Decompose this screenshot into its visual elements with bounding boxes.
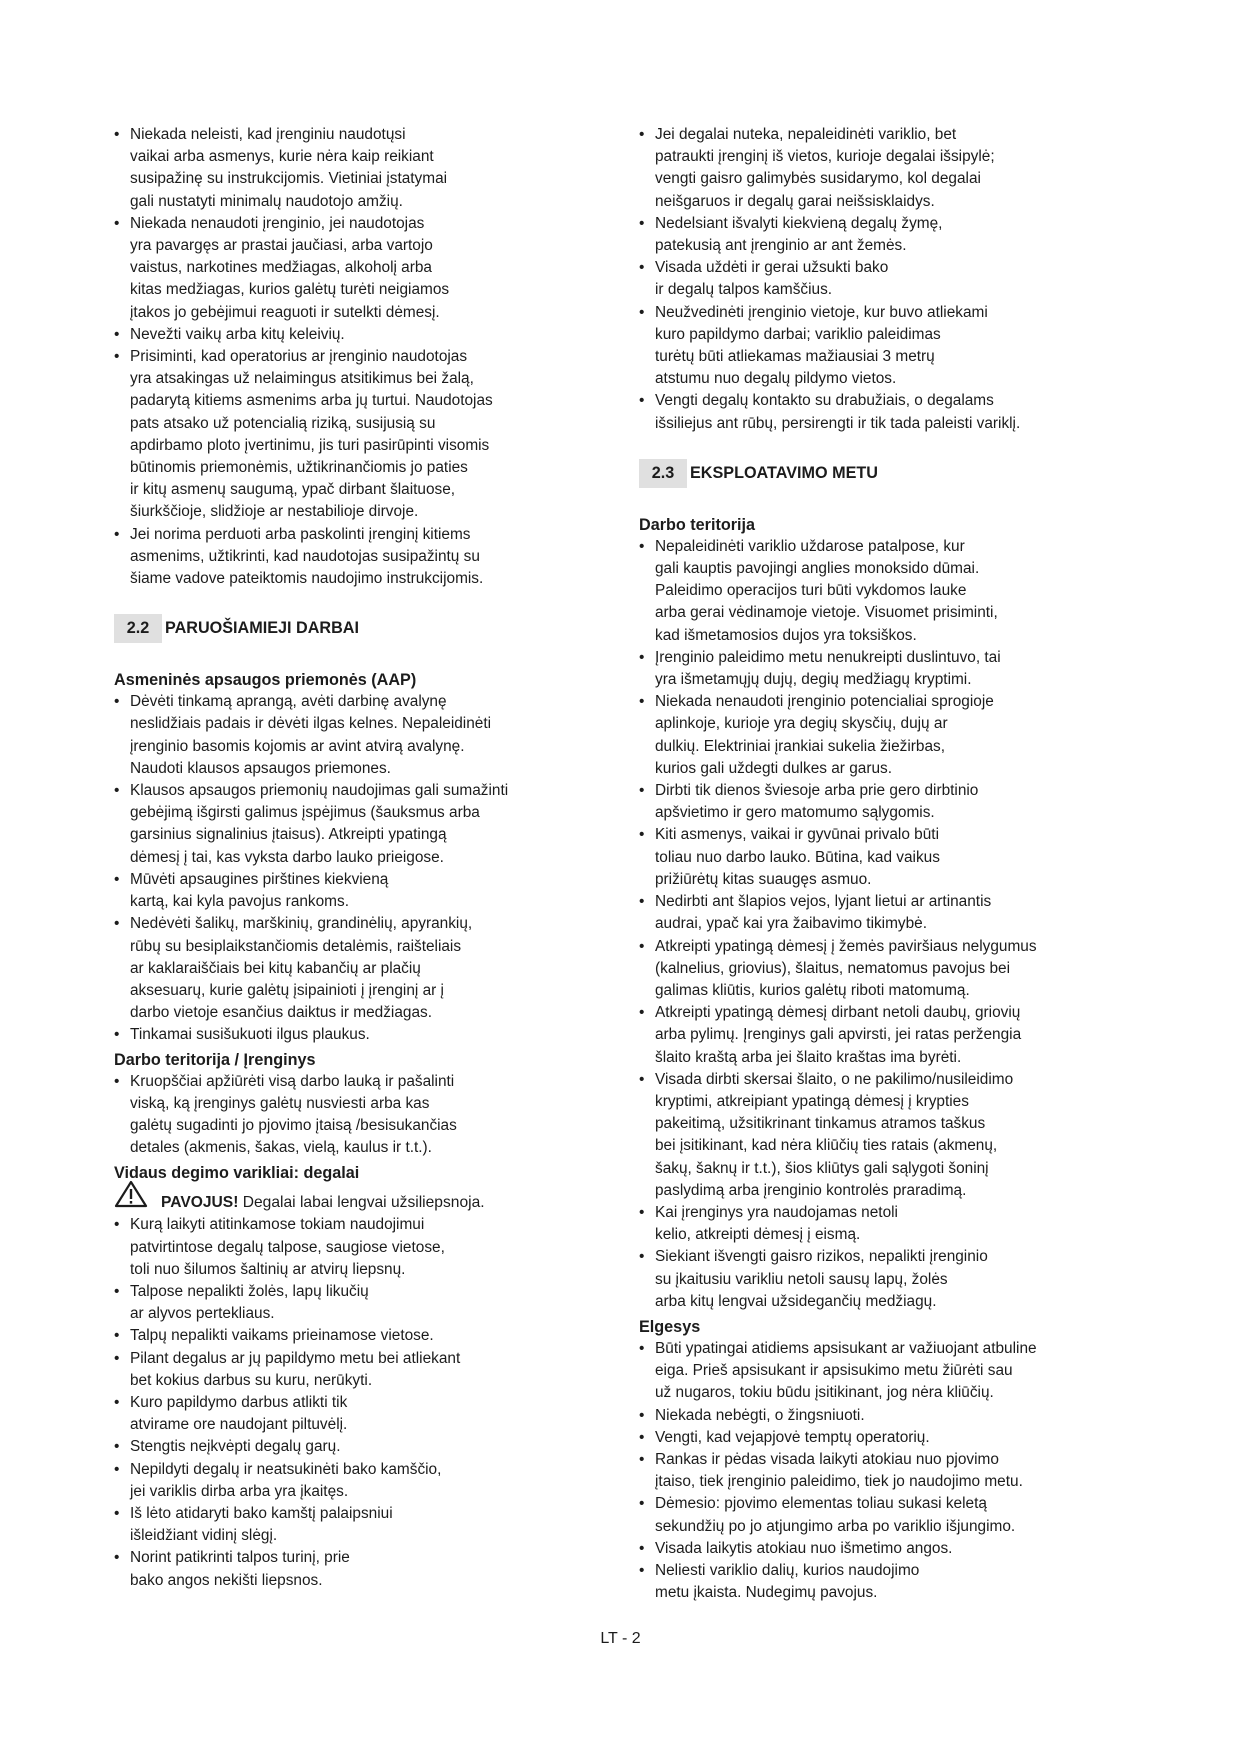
danger-warning bbox=[114, 1192, 570, 1214]
list-item: • Nedėvėti šalikų, marškinių, grandinėlių, apyrankių, rūbų su besiplaikstančiomis detalėmis, raišteliais ar kaklaraiščiais bei kitų kabančių ar plačių aksesuarų, kurie galėtų įsipainioti į įrenginį ar į darbo vietoje esančius daiktus ir medžiagas. bbox=[114, 913, 570, 1024]
fuel-list bbox=[114, 1214, 570, 1591]
list-item: • Kurą laikyti atitinkamose tokiam naudojimui patvirtintose degalų talpose, saugiose vietose, toli nuo šilumos šaltinių ar atvirų liepsnų. bbox=[114, 1214, 570, 1281]
danger-label: PAVOJUS! bbox=[161, 1194, 239, 1212]
list-item: • Jei norima perduoti arba paskolinti įrenginį kitiems asmenims, užtikrinti, kad naudotojas susipažintų su šiame vadove pateiktomis naudojimo instrukcijomis. bbox=[114, 524, 570, 591]
list-item: • Norint patikrinti talpos turinį, prie bako angos nekišti liepsnos. bbox=[114, 1547, 570, 1591]
list-item: • Rankas ir pėdas visada laikyti atokiau nuo pjovimo įtaiso, tiek įrenginio paleidimo, tiek jo naudojimo metu. bbox=[639, 1449, 1101, 1493]
list-item: • Kruopščiai apžiūrėti visą darbo lauką ir pašalinti viską, ką įrenginys galėtų nusviesti arba kas galėtų sugadinti jo pjovimo įtaisą /besisukančias detales (akmenis, šakas, vielą, kaulus ir t.t.). bbox=[114, 1071, 570, 1160]
list-item: • Nedirbti ant šlapios vejos, lyjant lietui ar artinantis audrai, ypač kai yra žaibavimo tikimybė. bbox=[639, 891, 1101, 935]
list-item: • Įrenginio paleidimo metu nenukreipti duslintuvo, tai yra išmetamųjų dujų, degių medžiagų kryptimi. bbox=[639, 647, 1101, 691]
list-item: • Kiti asmenys, vaikai ir gyvūnai privalo būti toliau nuo darbo lauko. Būtina, kad vaikus prižiūrėtų kitas suaugęs asmuo. bbox=[639, 824, 1101, 891]
list-item: • Atkreipti ypatingą dėmesį dirbant netoli daubų, griovių arba pylimų. Įrenginys gali apvirsti, jei ratas peržengia šlaito kraštą arba jei šlaito kraštas ima byrėti. bbox=[639, 1002, 1101, 1069]
section-header-2-2 bbox=[114, 614, 570, 643]
list-item: • Niekada nenaudoti įrenginio, jei naudotojas yra pavargęs ar prastai jaučiasi, arba vartojo vaistus, narkotines medžiagas, alkoholį arba kitas medžiagas, kurios galėtų turėti neigiamos įtakos jo gebėjimui reaguoti ir sutelkti dėmesį. bbox=[114, 213, 570, 324]
list-item: • Stengtis neįkvėpti degalų garų. bbox=[114, 1436, 570, 1458]
list-item: • Kuro papildymo darbus atlikti tik atvirame ore naudojant piltuvėlį. bbox=[114, 1392, 570, 1436]
list-item: • Mūvėti apsaugines pirštines kiekvieną kartą, kai kyla pavojus rankoms. bbox=[114, 869, 570, 913]
list-item: • Nedelsiant išvalyti kiekvieną degalų žymę, patekusią ant įrenginio ar ant žemės. bbox=[639, 213, 1101, 257]
page-number: LT - 2 bbox=[600, 1630, 641, 1647]
list-item: • Talpų nepalikti vaikams prieinamose vietose. bbox=[114, 1325, 570, 1347]
list-item: • Dėvėti tinkamą aprangą, avėti darbinę avalynę neslidžiais padais ir dėvėti ilgas kelnes. Nepaleidinėti įrenginio basomis kojomis ar avint atvirą avalynę. Naudoti klausos apsaugos priemones. bbox=[114, 691, 570, 780]
list-item: • Siekiant išvengti gaisro rizikos, nepalikti įrenginio su įkaitusiu varikliu netoli sausų lapų, žolės arba kitų lengvai užsidegančių medžiagų. bbox=[639, 1246, 1101, 1313]
list-item: • Niekada nenaudoti įrenginio potencialiai sprogioje aplinkoje, kurioje yra degių skysčių, dujų ar dulkių. Elektriniai įrankiai sukelia žiežirbas, kurios gali uždegti dulkes ar garus. bbox=[639, 691, 1101, 780]
section-number: 2.3 bbox=[639, 459, 687, 488]
list-item: • Atkreipti ypatingą dėmesį į žemės paviršiaus nelygumus (kalnelius, griovius), šlaitus, nematomus pavojus bei galimas kliūtis, kurios galėtų riboti matomumą. bbox=[639, 936, 1101, 1003]
work-area-heading: Darbo teritorija / Įrenginys bbox=[114, 1050, 316, 1069]
right-column bbox=[639, 124, 1101, 1604]
section-number: 2.2 bbox=[114, 614, 162, 643]
list-item: • Jei degalai nuteka, nepaleidinėti variklio, bet patraukti įrenginį iš vietos, kurioje degalai išsipylė; vengti gaisro galimybės susidarymo, kol degalai neišgaruos ir degalų garai neišsisklaidys. bbox=[639, 124, 1101, 213]
list-item: • Talpose nepalikti žolės, lapų likučių ar alyvos pertekliaus. bbox=[114, 1281, 570, 1325]
list-item: • Klausos apsaugos priemonių naudojimas gali sumažinti gebėjimą išgirsti galimus įspėjimus (šauksmus arba garsinius signalinius įtaisus). Atkreipti ypatingą dėmesį į tai, kas vyksta darbo lauko prieigose. bbox=[114, 780, 570, 869]
section-header-2-3 bbox=[639, 459, 1101, 488]
list-item: • Nepildyti degalų ir neatsukinėti bako kamščio, jei variklis dirba arba yra įkaitęs. bbox=[114, 1459, 570, 1503]
left-bullet-list bbox=[114, 124, 570, 590]
section-title: PARUOŠIAMIEJI DARBAI bbox=[165, 619, 359, 638]
list-item: • Būti ypatingai atidiems apsisukant ar važiuojant atbuline eiga. Prieš apsisukant ir apsisukimo metu žiūrėti sau už nugaros, tokiu būdu įsitikinant, jog nėra kliūčių. bbox=[639, 1338, 1101, 1405]
warning-triangle-icon bbox=[114, 1180, 148, 1208]
list-item: • Prisiminti, kad operatorius ar įrenginio naudotojas yra atsakingas už nelaimingus atsitikimus bei žalą, padarytą kitiems asmenims arba jų turtui. Naudotojas pats atsako už potencialią riziką, susijusią su apdirbamo ploto įvertinimu, jis turi pasirūpinti visomis būtinomis priemonėmis, užtikrinančiomis jo paties ir kitų asmenų saugumą, ypač dirbant šlaituose, šiurkščioje, slidžioje ar nestabilioje dirvoje. bbox=[114, 346, 570, 524]
behavior-heading: Elgesys bbox=[639, 1317, 701, 1336]
fuel-heading: Vidaus degimo varikliai: degalai bbox=[114, 1164, 360, 1183]
list-item: • Tinkamai susišukuoti ilgus plaukus. bbox=[114, 1024, 570, 1046]
list-item: • Visada laikytis atokiau nuo išmetimo angos. bbox=[639, 1538, 1101, 1560]
list-item: • Nevežti vaikų arba kitų keleivių. bbox=[114, 324, 570, 346]
list-item: • Vengti degalų kontakto su drabužiais, o degalams išsiliejus ant rūbų, persirengti ir tik tada paleisti variklį. bbox=[639, 390, 1101, 434]
list-item: • Niekada nebėgti, o žingsniuoti. bbox=[639, 1405, 1101, 1427]
list-item: • Pilant degalus ar jų papildymo metu bei atliekant bet kokius darbus su kuru, nerūkyti. bbox=[114, 1348, 570, 1392]
left-column bbox=[114, 124, 570, 1592]
work-territory-list bbox=[639, 536, 1101, 1313]
list-item: • Visada uždėti ir gerai užsukti bako ir degalų talpos kamščius. bbox=[639, 257, 1101, 301]
danger-text: Degalai labai lengvai užsiliepsnoja. bbox=[238, 1194, 485, 1212]
right-bullet-list bbox=[639, 124, 1101, 435]
list-item: • Kai įrenginys yra naudojamas netoli kelio, atkreipti dėmesį į eismą. bbox=[639, 1202, 1101, 1246]
list-item: • Dėmesio: pjovimo elementas toliau sukasi keletą sekundžių po jo atjungimo arba po variklio išjungimo. bbox=[639, 1493, 1101, 1537]
ppe-heading: Asmeninės apsaugos priemonės (AAP) bbox=[114, 671, 417, 690]
behavior-list bbox=[639, 1338, 1101, 1604]
list-item: • Dirbti tik dienos šviesoje arba prie gero dirbtinio apšvietimo ir gero matomumo sąlygomis. bbox=[639, 780, 1101, 824]
ppe-list bbox=[114, 691, 570, 1046]
list-item: • Niekada neleisti, kad įrenginiu naudotųsi vaikai arba asmenys, kurie nėra kaip reikiant susipažinę su instrukcijomis. Vietiniai įstatymai gali nustatyti minimalų naudotojo amžių. bbox=[114, 124, 570, 213]
list-item: • Vengti, kad vejapjovė temptų operatorių. bbox=[639, 1427, 1101, 1449]
list-item: • Iš lėto atidaryti bako kamštį palaipsniui išleidžiant vidinį slėgį. bbox=[114, 1503, 570, 1547]
list-item: • Nepaleidinėti variklio uždarose patalpose, kur gali kauptis pavojingi anglies monoksido dūmai. Paleidimo operacijos turi būti vykdomos lauke arba gerai vėdinamoje vietoje. Visuomet prisiminti, kad išmetamosios dujos yra toksiškos. bbox=[639, 536, 1101, 647]
work-area-list bbox=[114, 1071, 570, 1160]
work-territory-heading: Darbo teritorija bbox=[639, 515, 756, 534]
list-item: • Visada dirbti skersai šlaito, o ne pakilimo/nusileidimo kryptimi, atkreipiant ypatingą dėmesį į krypties pakeitimą, užsitikrinant tinkamus atramos taškus bei įsitikinant, kad nėra kliūčių ties ratais (akmenų, šakų, šaknų ir t.t.), šios kliūtys gali sąlygoti šoninį paslydimą arba įrenginio kontrolės praradimą. bbox=[639, 1069, 1101, 1202]
list-item: • Neužvedinėti įrenginio vietoje, kur buvo atliekami kuro papildymo darbai; variklio paleidimas turėtų būti atliekamas mažiausiai 3 metrų atstumu nuo degalų pildymo vietos. bbox=[639, 302, 1101, 391]
section-title: EKSPLOATAVIMO METU bbox=[690, 463, 878, 482]
list-item: • Neliesti variklio dalių, kurios naudojimo metu įkaista. Nudegimų pavojus. bbox=[639, 1560, 1101, 1604]
